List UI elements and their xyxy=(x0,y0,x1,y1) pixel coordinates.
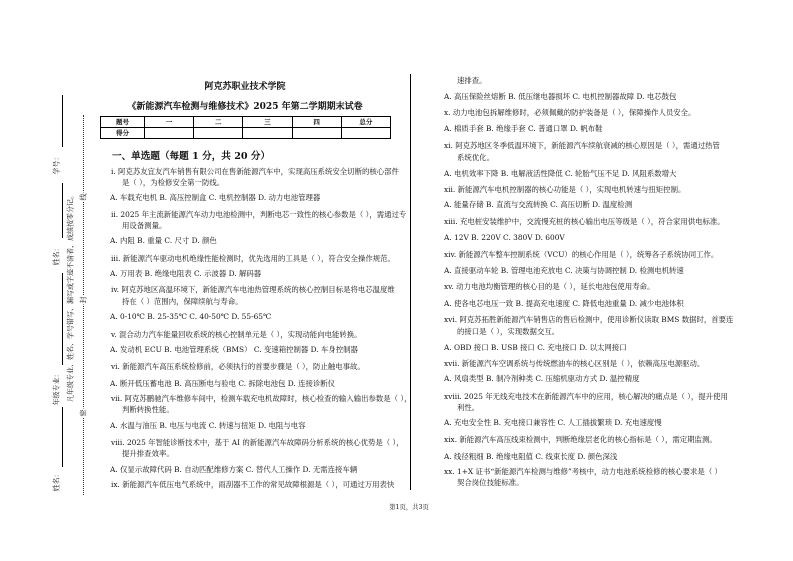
question-text: xvi. 阿克苏拓胜新能源汽车销售店的售后检测中，使用诊断仪读取 BMS 数据时，首要连 xyxy=(444,315,734,324)
question-text: xvii. 新能源汽车空调系统与传统燃油车的核心区别是（ ），依赖高压电源驱动。 xyxy=(444,359,705,368)
question-text: xviii. 2025 年无线充电技术在新能源汽车中的应用，核心解决的痛点是（ ），提升使用 xyxy=(444,392,728,401)
fill-line xyxy=(62,183,63,238)
header-cell: 四 xyxy=(292,117,341,128)
section-heading: 一、单选题（每题 1 分，共 20 分） xyxy=(112,151,271,162)
question-options: A. 线径粗细 B. 绝缘电阻值 C. 线束长度 D. 颜色深浅 xyxy=(444,452,618,461)
question-text: i. 阿克苏友宜友汽车销售有限公司在售新能源汽车中，实现高压系统安全切断的核心部件 xyxy=(111,167,399,176)
seal-dotted-line xyxy=(83,115,84,495)
question-text: vii. 阿克苏鹏驰汽车维修车间中，检测车载充电机故障时，核心检查的输入输出参数是（ ）， xyxy=(111,394,412,403)
question-options: A. 直接驱动车轮 B. 管理电池充放电 C. 决策与协调控制 D. 检测电机转速 xyxy=(444,266,684,275)
question-text: v. 混合动力汽车能量回收系统的核心控制单元是（ ），实现动能向电能转换。 xyxy=(111,330,362,339)
question-text: ii. 2025 年主流新能源汽车动力电池检测中，判断电芯一致性的核心参数是（ ），需通过专 xyxy=(111,210,407,219)
question-text: xx. 1+X 证书“新能源汽车检测与维修”考核中，动力电池系统检修的核心要求是（ ） xyxy=(444,467,722,476)
score-cell[interactable] xyxy=(243,128,292,139)
school-name: 阿克苏职业技术学院 xyxy=(204,82,286,92)
question-options: A. 0-10℃ B. 25-35℃ C. 40-50℃ D. 55-65℃ xyxy=(110,312,272,321)
name-label: 姓名： xyxy=(52,244,61,266)
question-text: 持在（ ）范围内，保障续航与寿命。 xyxy=(122,297,243,306)
header-cell: 一 xyxy=(145,117,194,128)
question-text: xix. 新能源汽车高压线束检测中，判断绝缘层老化的核心指标是（ ），需定期监测。 xyxy=(444,435,717,444)
question-text: 系统优化。 xyxy=(457,153,494,162)
question-text: xiii. 充电桩安装维护中，交流慢充桩的核心输出电压等级是（ ），符合家用供电标准。 xyxy=(444,217,725,226)
question-text: 契合岗位技能标准。 xyxy=(457,478,524,487)
fill-line xyxy=(62,273,63,365)
header-cell: 总分 xyxy=(341,117,390,128)
fill-line xyxy=(62,95,63,147)
score-cell[interactable] xyxy=(194,128,243,139)
score-table-header-row xyxy=(101,117,391,128)
question-options: A. OBD 接口 B. USB 接口 C. 充电接口 D. 以太网接口 xyxy=(444,343,627,352)
fill-line xyxy=(62,407,63,467)
score-cell[interactable] xyxy=(145,128,194,139)
question-text: 判断转换性能。 xyxy=(122,405,174,414)
student-id-label: 学号： xyxy=(52,153,61,175)
question-options: A. 仅显示故障代码 B. 自动匹配维修方案 C. 替代人工操作 D. 无需连接车辆 xyxy=(110,465,358,474)
score-cell[interactable] xyxy=(292,128,341,139)
question-options: A. 充电安全性 B. 充电接口兼容性 C. 人工插拔繁琐 D. 充电速度慢 xyxy=(444,418,662,427)
question-text: 的接口是（ ），实现数据交互。 xyxy=(457,327,560,336)
seal-mark-xian: 线 xyxy=(79,193,88,201)
question-text: 利性。 xyxy=(457,403,480,412)
question-text: 是（ ），为检修安全第一防线。 xyxy=(122,178,225,187)
question-options: A. 断开低压蓄电池 B. 高压断电与验电 C. 拆除电池包 D. 连接诊断仪 xyxy=(110,379,336,388)
question-text: ix. 新能源汽车低压电气系统中，雨刮器不工作的常见故障根源是（ ），可通过万用表快 xyxy=(111,480,395,489)
question-options: A. 能量存储 B. 直流与交流转换 C. 高压切断 D. 温度检测 xyxy=(444,200,633,209)
seal-mark-mi: 密 xyxy=(79,409,88,417)
header-cell: 二 xyxy=(194,117,243,128)
question-text: xv. 动力电池均衡管理的核心目的是（ ），延长电池包使用寿命。 xyxy=(444,282,655,291)
page-number: 第1页，共3页 xyxy=(389,504,429,511)
question-text: iii. 新能源汽车驱动电机绝缘性能检测时，优先选用的工具是（ ），符合安全操作规范。 xyxy=(111,254,395,263)
question-options: A. 万用表 B. 绝缘电阻表 C. 示波器 D. 解码器 xyxy=(110,269,262,278)
row-label-cell: 得分 xyxy=(101,128,145,139)
question-options: A. 车载充电机 B. 高压控制盒 C. 电机控制器 D. 动力电池管理器 xyxy=(110,193,321,202)
question-text: viii. 2025 年智能诊断技术中，基于 AI 的新能源汽车故障码分析系统的核心优势是（ ）， xyxy=(111,438,404,447)
question-text: 速排查。 xyxy=(457,76,487,85)
score-table-score-row xyxy=(101,128,391,139)
question-options: A. 使各电芯电压一致 B. 提高充电速度 C. 降低电池重量 D. 减少电池体积 xyxy=(444,299,684,308)
binding-notice: 凡年级专业、姓名、学号错写、漏写或字迹不清者，成绩按零分记。 xyxy=(66,192,75,402)
seal-mark-feng: 封 xyxy=(79,296,88,304)
name-label-2: 姓名： xyxy=(52,470,61,492)
question-text: xii. 新能源汽车电机控制器的核心功能是（ ），实现电机转速与扭矩控制。 xyxy=(444,185,686,194)
question-options: A. 发动机 ECU B. 电池管理系统（BMS） C. 变速箱控制器 D. 车身控制器 xyxy=(110,345,358,354)
column-divider xyxy=(410,74,411,490)
score-table xyxy=(100,116,391,139)
question-options: A. 内阻 B. 重量 C. 尺寸 D. 颜色 xyxy=(110,236,217,245)
question-options: A. 电机效率下降 B. 电解液活性降低 C. 轮胎气压不足 D. 风阻系数增大 xyxy=(444,169,677,178)
question-text: xiv. 新能源汽车整车控制系统（VCU）的核心作用是（ ），统筹各子系统协同工作。 xyxy=(444,250,719,259)
question-text: vi. 新能源汽车高压系统检修前，必须执行的首要步骤是（ ），防止触电事故。 xyxy=(111,362,365,371)
header-cell: 题号 xyxy=(101,117,145,128)
question-text: x. 动力电池包拆解维修时，必须佩戴的防护装备是（ ），保障操作人员安全。 xyxy=(444,108,696,117)
question-options: A. 棉质手套 B. 绝缘手套 C. 普通口罩 D. 帆布鞋 xyxy=(444,124,603,133)
question-text: xi. 阿克苏地区冬季低温环境下，新能源汽车续航衰减的核心原因是（ ），需通过热管 xyxy=(444,141,720,150)
question-options: A. 12V B. 220V C. 380V D. 600V xyxy=(444,233,565,242)
score-cell[interactable] xyxy=(341,128,390,139)
grade-major-label: 年级专业： xyxy=(52,370,61,406)
question-options: A. 水温与油压 B. 电压与电流 C. 转速与扭矩 D. 电阻与电容 xyxy=(110,421,306,430)
question-text: 用设备测量。 xyxy=(122,221,167,230)
question-options: A. 高压保险丝熔断 B. 低压继电器损坏 C. 电机控制器故障 D. 电芯鼓包 xyxy=(444,92,677,101)
question-options: A. 风扇类型 B. 制冷剂种类 C. 压缩机驱动方式 D. 温控精度 xyxy=(444,374,640,383)
question-text: iv. 阿克苏地区高温环境下，新能源汽车电池热管理系统的核心控制目标是将电芯温度维 xyxy=(111,285,395,294)
question-text: 提升排查效率。 xyxy=(122,449,174,458)
exam-title: 《新能源汽车检测与维修技术》2025 年第二学期期末试卷 xyxy=(127,102,363,112)
header-cell: 三 xyxy=(243,117,292,128)
